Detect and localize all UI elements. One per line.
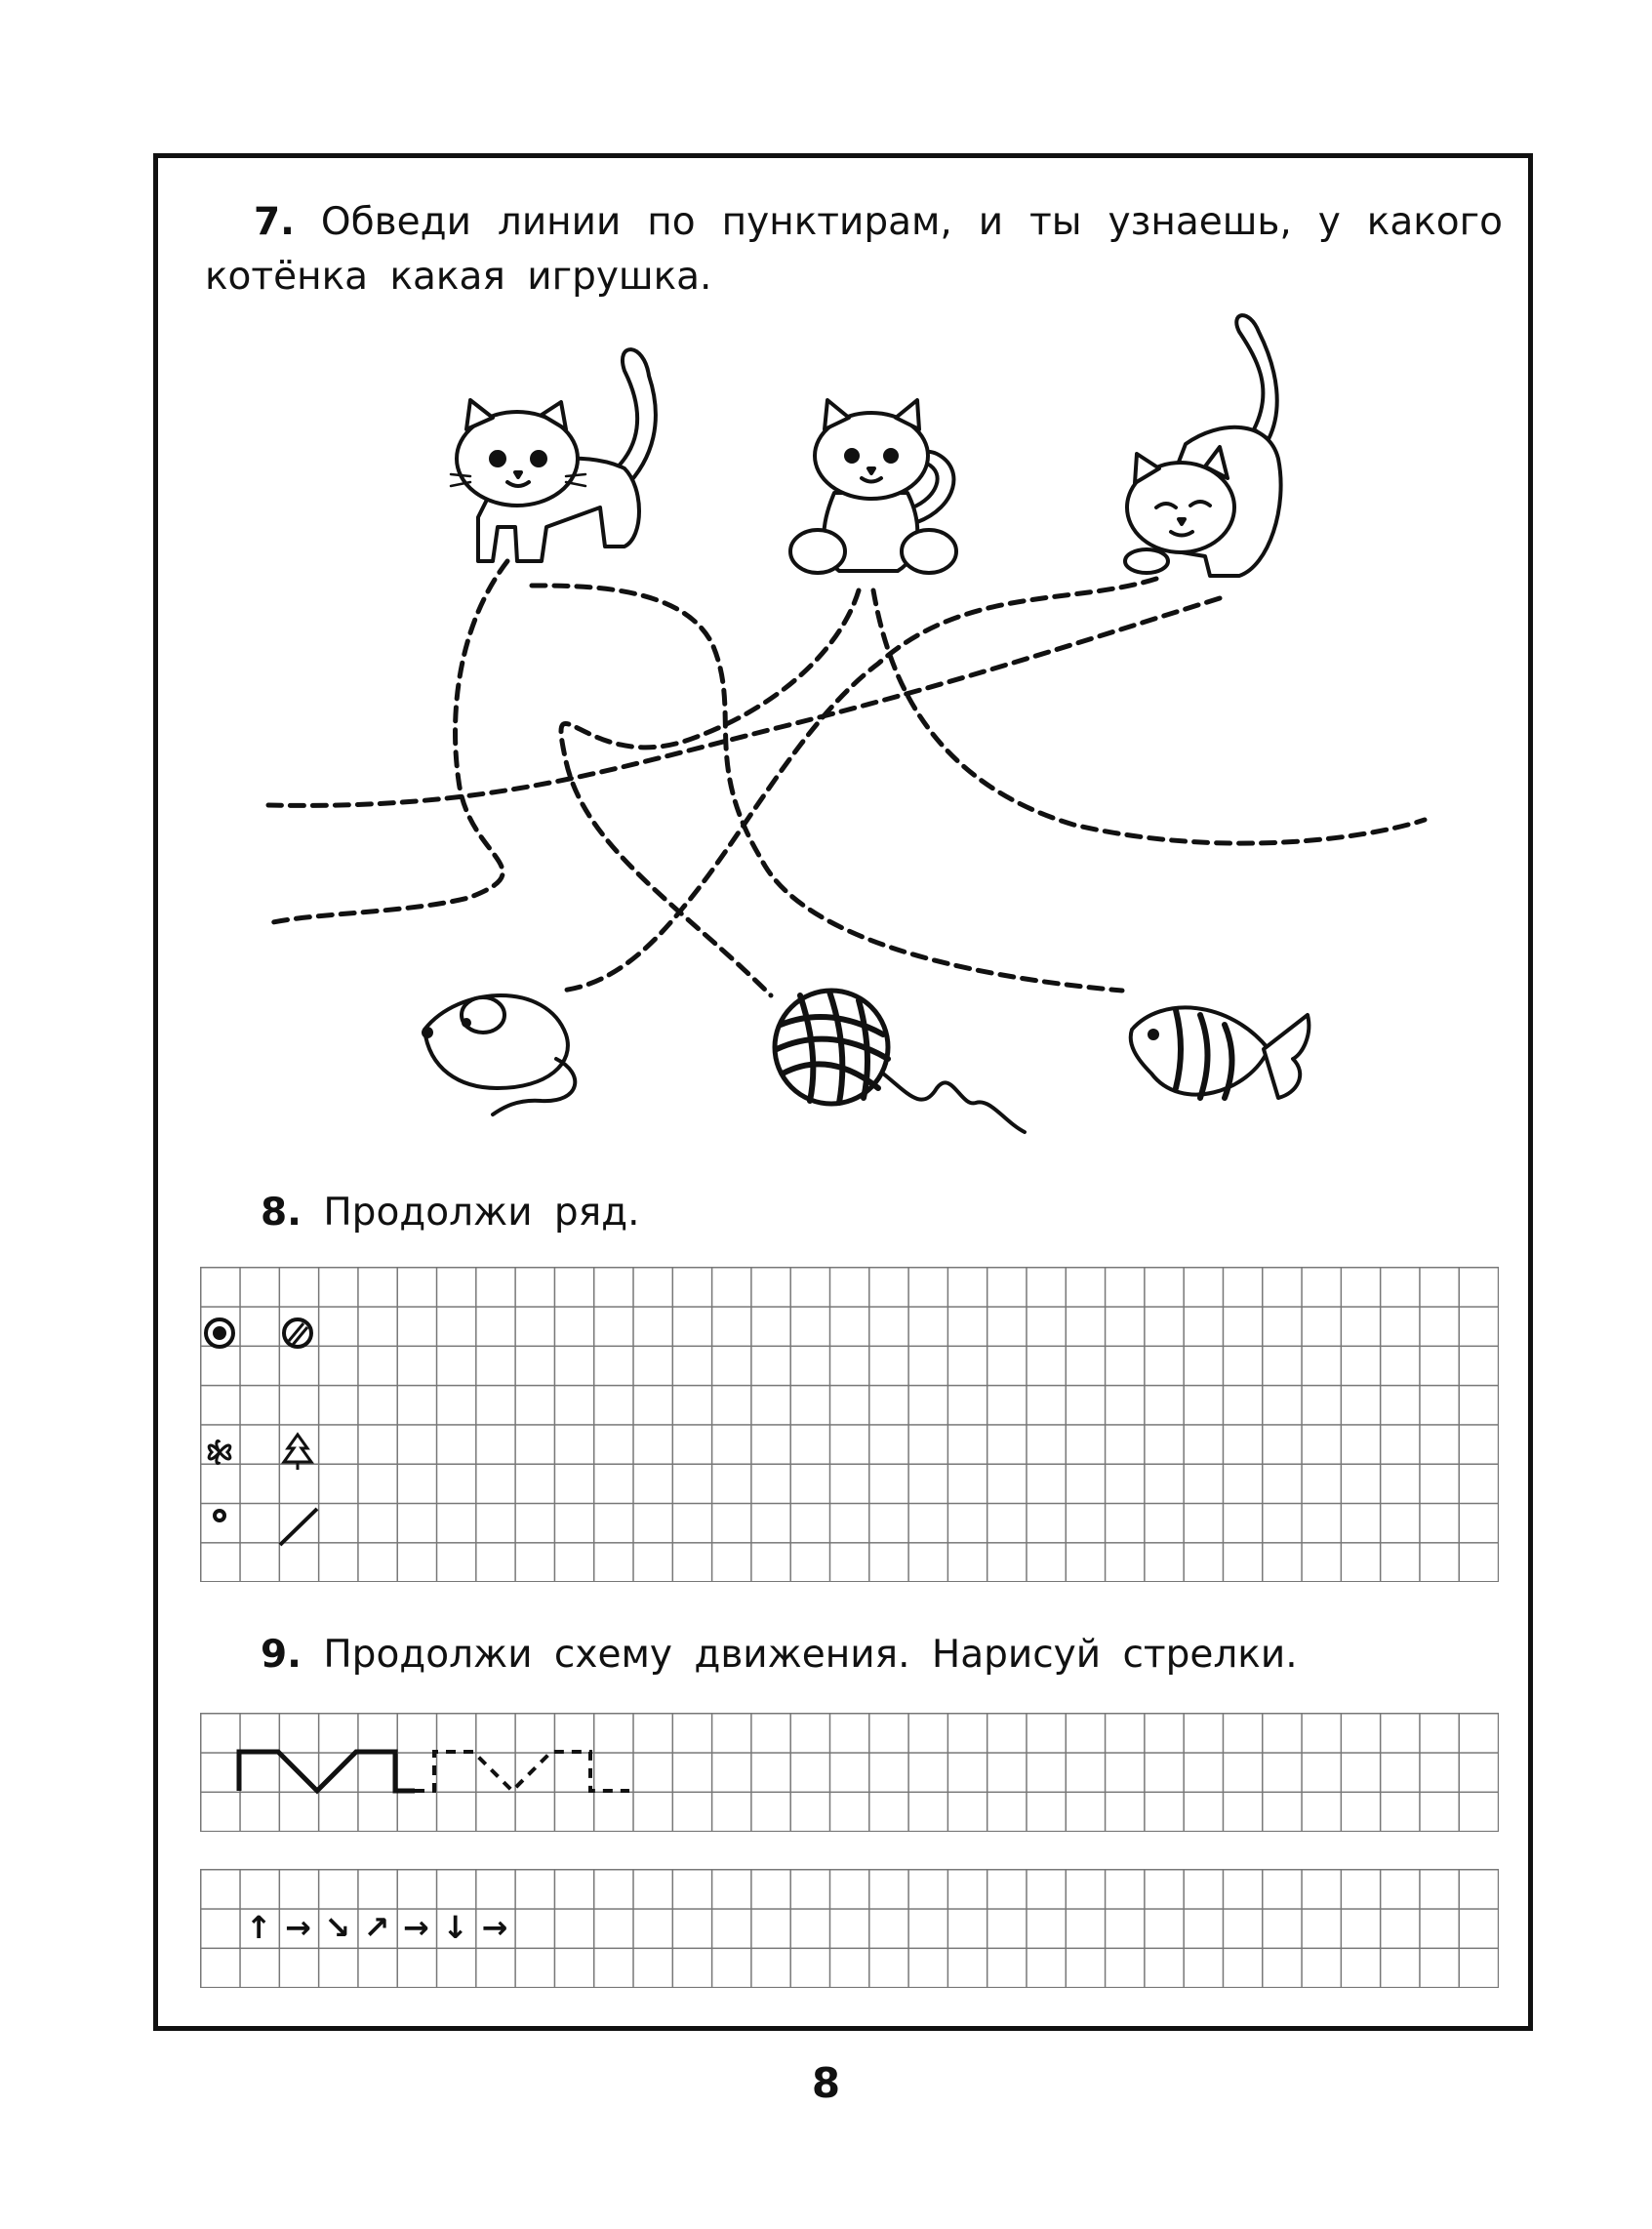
task-8-number: 8. xyxy=(261,1191,302,1235)
kitten-standing-icon xyxy=(451,349,656,561)
dashed-path-2 xyxy=(532,586,1122,991)
fir-tree-icon xyxy=(284,1435,311,1470)
task-9-number: 9. xyxy=(261,1633,302,1677)
kitten-sleeping-icon xyxy=(1125,315,1281,576)
task-8-instruction: Продолжи ряд. xyxy=(323,1191,640,1235)
arrow-up-icon: ↑ xyxy=(245,1909,272,1946)
arrow-down-right-icon: ↘ xyxy=(324,1909,351,1946)
arrow-right-icon: → xyxy=(402,1909,429,1946)
dashed-path-1 xyxy=(273,561,507,922)
striped-circle-icon xyxy=(284,1319,311,1347)
pattern-row-samples xyxy=(200,1267,337,1581)
task-7-instruction: Обведи линии по пунктирам, и ты узнаешь, у какого котёнка какая игрушка. xyxy=(205,200,1503,299)
page-number: 8 xyxy=(811,2059,841,2107)
task-9-text xyxy=(261,1628,1298,1682)
arrow-up-right-icon: ↗ xyxy=(363,1909,390,1946)
kitten-sitting-icon xyxy=(790,400,956,573)
fish-icon xyxy=(1131,1007,1310,1098)
task-7-number: 7. xyxy=(254,200,295,244)
yarn-ball-icon xyxy=(775,991,1025,1132)
dashed-path-6 xyxy=(268,598,1220,805)
pattern-grid[interactable] xyxy=(200,1267,1499,1582)
dashed-path-4 xyxy=(873,590,1425,843)
flower-icon xyxy=(209,1440,230,1463)
task-8-text xyxy=(261,1186,640,1240)
arrow-sequence xyxy=(239,1908,514,1947)
dashed-path-5 xyxy=(561,579,1156,991)
movement-scheme-drawing xyxy=(200,1713,649,1831)
solid-scheme-line xyxy=(239,1752,415,1791)
dashed-scheme-line xyxy=(415,1752,629,1791)
arrow-down-icon: ↓ xyxy=(442,1909,469,1946)
arrow-right-icon: → xyxy=(285,1909,311,1946)
dashed-path-3 xyxy=(561,590,859,995)
diagonal-line-icon xyxy=(280,1509,317,1545)
arrow-right-icon: → xyxy=(481,1909,508,1946)
small-circle-icon xyxy=(215,1511,224,1520)
mouse-icon xyxy=(422,995,575,1114)
task-9-instruction: Продолжи схему движения. Нарисуй стрелки. xyxy=(323,1633,1298,1677)
circle-with-dot-icon xyxy=(206,1319,233,1347)
